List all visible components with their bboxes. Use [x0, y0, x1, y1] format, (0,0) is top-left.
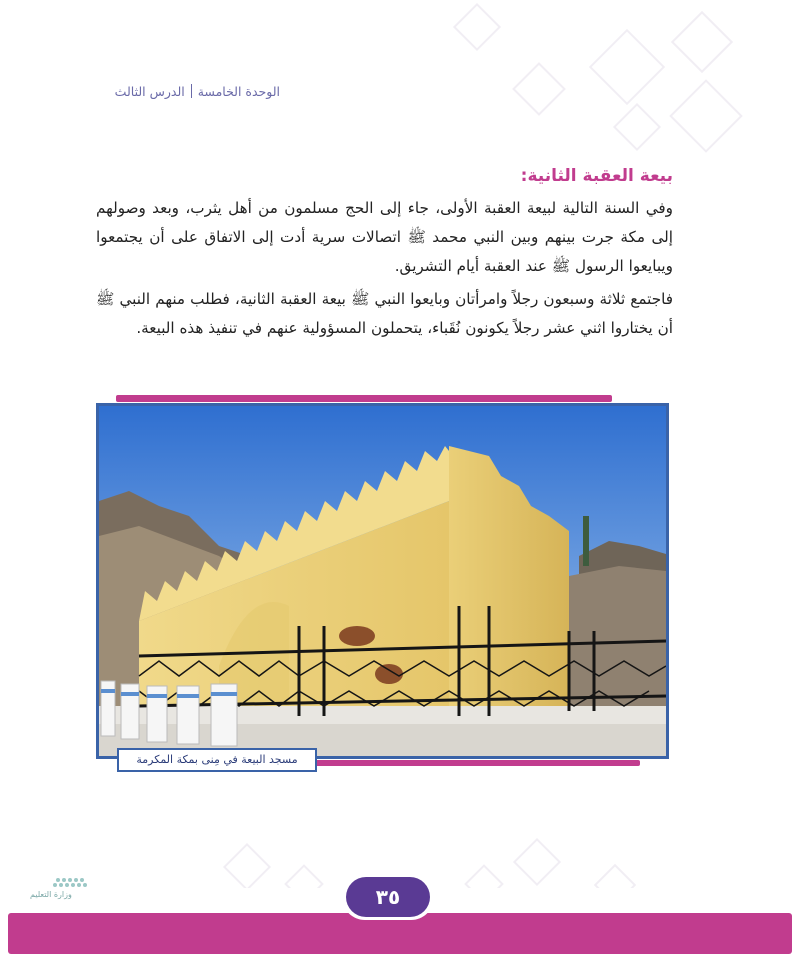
decorative-diamond	[671, 11, 733, 73]
decorative-diamond	[613, 103, 661, 151]
decorative-diamond	[223, 843, 271, 891]
figure-bottom-bar	[300, 760, 640, 766]
decorative-diamond	[513, 838, 561, 886]
header-separator	[191, 84, 192, 98]
header-unit: الوحدة الخامسة	[197, 84, 280, 99]
paragraph-1: وفي السنة التالية لبيعة العقبة الأولى، جاء إلى الحج مسلمون من أهل يثرب، وبعد وصولهم إلى مكة جرت بينهم وبين النبي محمد ﷺ اتصالات سرية أدت إلى الاتفاق على أن يجتمعوا ويبايعوا الرسول ﷺ عند العقبة أيام التشريق.	[96, 199, 673, 275]
decorative-diamond	[453, 3, 501, 51]
decorative-diamond	[589, 29, 665, 105]
page-number: ٣٥	[346, 877, 430, 917]
paragraph-2: فاجتمع ثلاثة وسبعون رجلاً وامرأتان وبايعوا النبي ﷺ بيعة العقبة الثانية، فطلب منهم النبي ﷺ أن يختاروا اثني عشر رجلاً يكونون نُقَباء، يتحملون المسؤولية عنهم في تنفيذ هذه البيعة.	[96, 290, 673, 337]
decorative-diamond	[669, 79, 743, 153]
page-header	[90, 84, 280, 99]
figure-top-bar	[116, 395, 612, 402]
ministry-logo-text: وزارة التعليم	[30, 890, 72, 899]
mosque-illustration	[99, 406, 666, 756]
decorative-diamond	[512, 62, 566, 116]
section-title: بيعة العقبة الثانية:	[520, 166, 673, 186]
header-lesson: الدرس الثالث	[114, 84, 185, 99]
figure-caption: مسجد البيعة في مِنى بمكة المكرمة	[117, 748, 317, 772]
mosque-photo	[96, 403, 669, 759]
